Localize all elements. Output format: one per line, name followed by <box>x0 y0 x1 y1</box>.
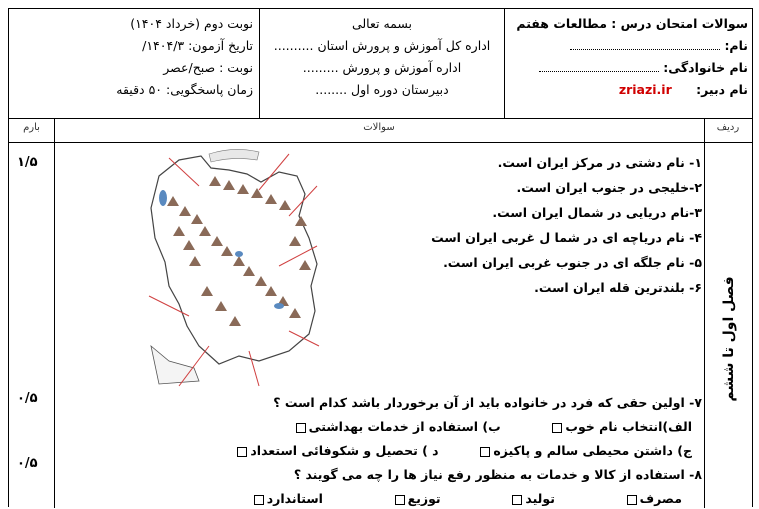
bismillah: بسمه تعالی <box>351 16 413 31</box>
duration-line: زمان پاسخگویی: ۵۰ دقیقه <box>116 82 253 97</box>
office-line-1: اداره کل آموزش و پرورش استان .......... <box>273 38 491 53</box>
section-label: فصل اول تا ششم <box>721 276 737 402</box>
q7-option-c[interactable]: ج) داشتن محیطی سالم و پاکیزه <box>477 443 692 458</box>
q7-options-row2 <box>132 441 692 461</box>
q8-options <box>142 489 682 509</box>
header-right <box>512 13 748 101</box>
checkbox-icon[interactable] <box>552 423 562 433</box>
checkbox-icon[interactable] <box>480 447 490 457</box>
header-divider-right <box>504 9 505 118</box>
q1-item: ۱- نام دشتی در مرکز ایران است. <box>497 155 702 170</box>
q8-text: ۸- استفاده از کالا و خدمات به منظور رفع نیاز ها را چه می گویند ؟ <box>293 467 702 482</box>
q1-item: ۵- نام جلگه ای در جنوب غربی ایران است. <box>443 255 702 270</box>
exam-sheet <box>8 8 753 507</box>
column-header-line <box>9 142 752 143</box>
checkbox-icon[interactable] <box>512 495 522 505</box>
checkbox-icon[interactable] <box>237 447 247 457</box>
name-line: نام: <box>512 35 748 57</box>
q8-option[interactable]: مصرف <box>624 491 682 506</box>
score-q8: ۰/۵ <box>17 456 38 471</box>
q8-option[interactable]: تولید <box>509 491 555 506</box>
q1-list <box>302 153 702 303</box>
iran-map-image <box>139 146 324 391</box>
q1-item: ۲-خلیجی در جنوب ایران است. <box>516 180 702 195</box>
site-link[interactable]: zriazi.ir <box>618 82 672 97</box>
checkbox-icon[interactable] <box>296 423 306 433</box>
q7-option-d[interactable]: د ) تحصیل و شکوفائی استعداد <box>234 443 438 458</box>
checkbox-icon[interactable] <box>627 495 637 505</box>
header-divider-left <box>259 9 260 118</box>
session-line: نوبت دوم (خرداد ۱۴۰۴) <box>130 16 253 31</box>
q7-option-a[interactable]: الف)انتخاب نام خوب <box>549 419 692 434</box>
checkbox-icon[interactable] <box>254 495 264 505</box>
q7-option-b[interactable]: ب) استفاده از خدمات بهداشتی <box>293 419 501 434</box>
score-q7: ۰/۵ <box>17 391 38 406</box>
section-label-box <box>709 259 749 419</box>
header-left <box>13 13 253 101</box>
header-bottom-line <box>9 118 752 119</box>
q1-item: ۴- نام دریاچه ای در شما ل غربی ایران است <box>431 230 702 245</box>
checkbox-icon[interactable] <box>395 495 405 505</box>
q8-option[interactable]: توزیع <box>392 491 441 506</box>
q7-options-row1 <box>132 417 692 437</box>
school-line: دبیرستان دوره اول ........ <box>315 82 449 97</box>
col-questions-header: سوالات <box>363 122 395 133</box>
q1-item: ۶- بلندترین قله ایران است. <box>534 280 702 295</box>
row-column-line <box>704 118 705 508</box>
col-row-header: ردیف <box>716 122 740 133</box>
teacher-line: نام دبیر: zriazi.ir <box>618 82 748 97</box>
office-line-2: اداره آموزش و پرورش ......... <box>302 60 462 75</box>
header-center <box>263 13 501 101</box>
shift-line: نوبت : صبح/عصر <box>163 60 253 75</box>
col-score-header: بارم <box>23 122 40 133</box>
score-q1: ۱/۵ <box>17 155 38 170</box>
score-column-line <box>54 118 55 508</box>
subject-line: سوالات امتحان درس : مطالعات هفتم <box>516 16 748 31</box>
q8-option[interactable]: استاندارد <box>251 491 323 506</box>
q1-item: ۳-نام دریایی در شمال ایران است. <box>492 205 702 220</box>
q7-text: ۷- اولین حقی که فرد در خانواده باید از آن برخوردار باشد کدام است ؟ <box>273 395 702 410</box>
family-line: نام خانوادگی: <box>512 57 748 79</box>
date-line: تاریخ آزمون: ۱۴۰۴/۳/ <box>142 38 253 53</box>
